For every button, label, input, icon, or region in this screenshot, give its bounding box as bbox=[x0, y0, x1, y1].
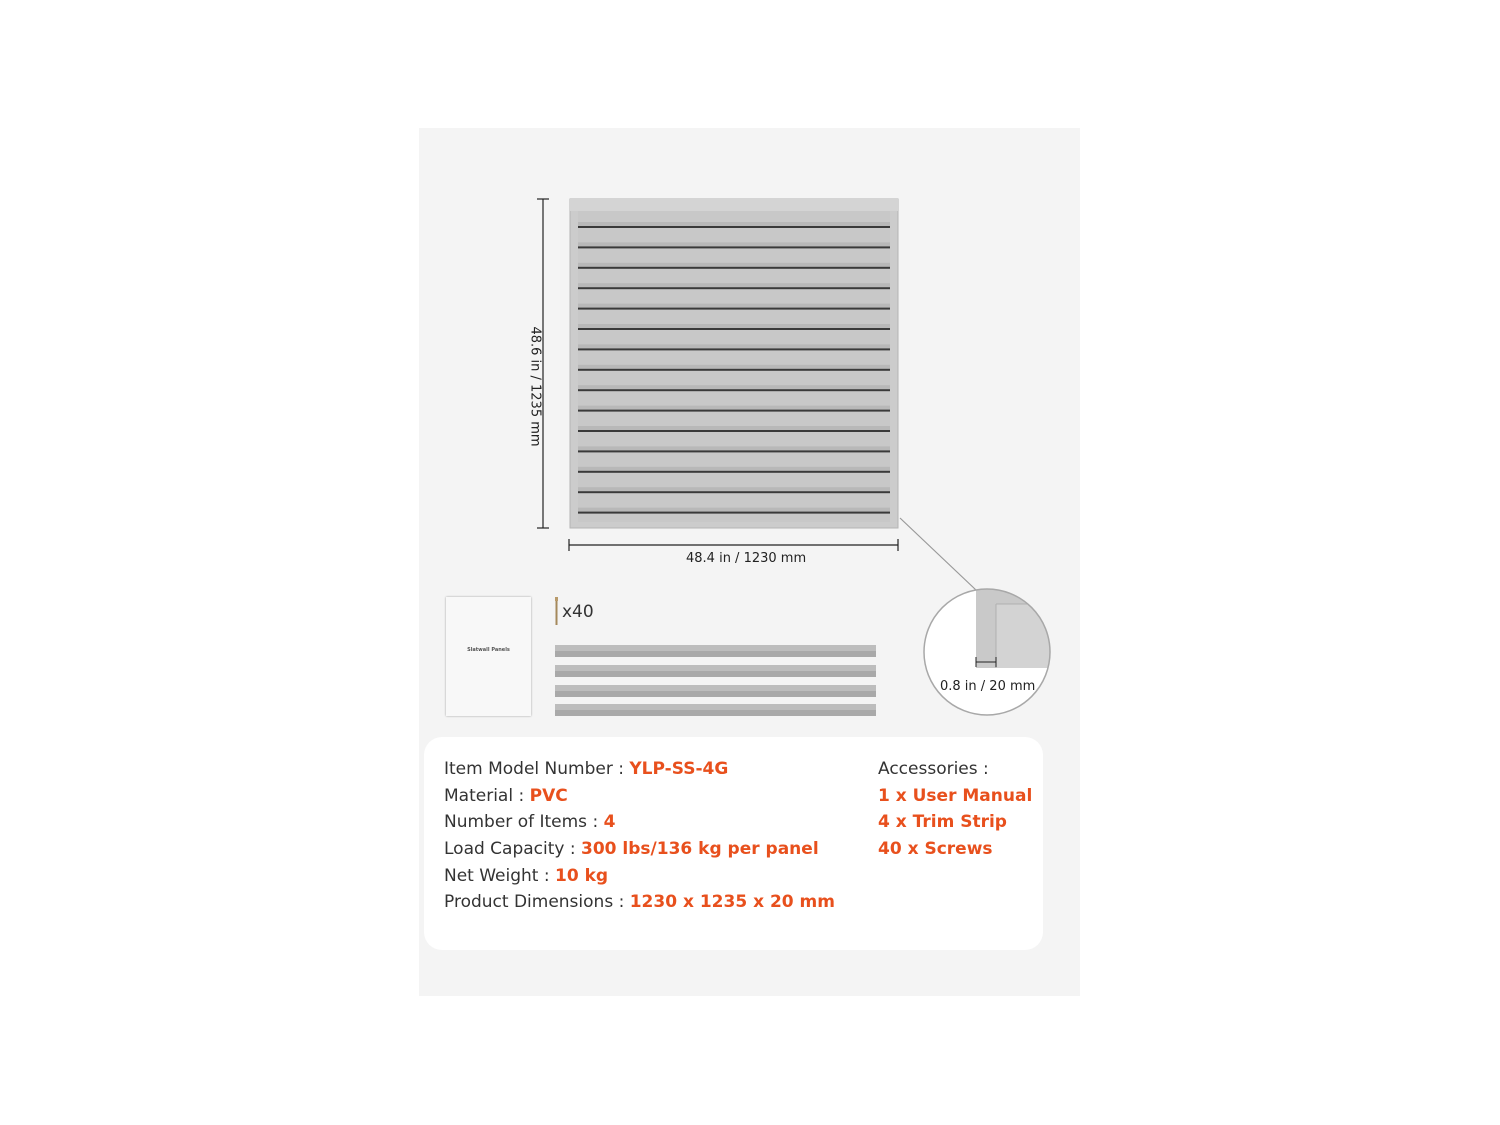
manual-cover-title: Slatwall Panels bbox=[467, 647, 510, 653]
panel-slot bbox=[578, 308, 890, 310]
spec-row-number-of-items: Number of Items : 4 bbox=[444, 812, 616, 832]
width-dimension-line bbox=[569, 539, 898, 551]
screw-count-label: x40 bbox=[562, 602, 594, 622]
panel-slot bbox=[578, 267, 890, 269]
panel-slot bbox=[578, 348, 890, 350]
panel-slots bbox=[578, 222, 890, 514]
panel-slot bbox=[578, 410, 890, 412]
spec-row-product-dimensions: Product Dimensions : 1230 x 1235 x 20 mm bbox=[444, 892, 835, 912]
panel-slot bbox=[578, 246, 890, 248]
panel-slot bbox=[578, 226, 890, 228]
width-dimension-label: 48.4 in / 1230 mm bbox=[686, 551, 807, 566]
panel-slot bbox=[578, 471, 890, 473]
spec-row-material: Material : PVC bbox=[444, 786, 568, 806]
panel-slot bbox=[578, 450, 890, 452]
trim-strip bbox=[555, 645, 876, 657]
accessories-heading: Accessories : bbox=[878, 759, 989, 779]
spec-row-net-weight: Net Weight : 10 kg bbox=[444, 866, 609, 886]
height-dimension-label: 48.6 in / 1235 mm bbox=[527, 326, 543, 447]
panel-slot bbox=[578, 328, 890, 330]
thickness-detail-zoom bbox=[920, 585, 1066, 725]
accessory-user-manual: 1 x User Manual bbox=[878, 786, 1033, 806]
trim-strip bbox=[555, 704, 876, 716]
spec-row-load-capacity: Load Capacity : 300 lbs/136 kg per panel bbox=[444, 839, 819, 859]
panel-slot bbox=[578, 491, 890, 493]
user-manual-image bbox=[446, 597, 531, 716]
zoom-leader-line bbox=[900, 518, 976, 590]
panel-slot bbox=[578, 389, 890, 391]
spec-row-model-number: Item Model Number : YLP-SS-4G bbox=[444, 759, 729, 779]
trim-strips bbox=[555, 645, 876, 716]
accessory-trim-strip: 4 x Trim Strip bbox=[878, 812, 1007, 832]
thickness-dimension-label: 0.8 in / 20 mm bbox=[940, 679, 1036, 694]
panel-slot bbox=[578, 430, 890, 432]
trim-strip bbox=[555, 685, 876, 697]
screw-icon bbox=[555, 597, 558, 625]
panel-slot bbox=[578, 369, 890, 371]
specifications-panel bbox=[424, 737, 1043, 950]
accessory-screws: 40 x Screws bbox=[878, 839, 993, 859]
panel-slot bbox=[578, 287, 890, 289]
panel-slot bbox=[578, 512, 890, 514]
trim-strip bbox=[555, 665, 876, 677]
